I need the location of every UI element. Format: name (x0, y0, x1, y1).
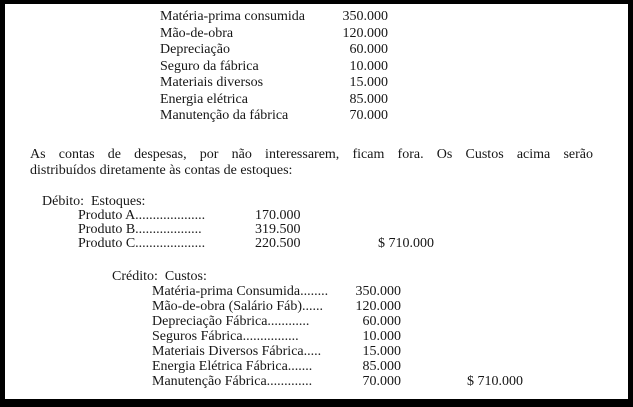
cost-value: 10.000 (349, 58, 388, 74)
cost-row (160, 59, 388, 76)
cost-value: 350.000 (342, 9, 388, 24)
cost-row (160, 92, 388, 109)
cost-value: 85.000 (349, 91, 388, 107)
cost-row (160, 9, 388, 26)
credit-label: Depreciação Fábrica............ (152, 314, 310, 329)
credit-row (112, 359, 602, 374)
credit-label: Seguros Fábrica................ (152, 329, 299, 344)
explanatory-paragraph (30, 147, 593, 179)
credit-row (112, 329, 602, 344)
cost-value: 15.000 (349, 75, 388, 90)
debit-value: 170.000 (255, 207, 301, 223)
cost-label: Materiais diversos (160, 75, 264, 90)
cost-label: Matéria-prima consumida (160, 9, 306, 24)
debit-row (42, 223, 502, 237)
debit-label: Produto B................... (78, 221, 202, 237)
debit-block (42, 195, 502, 251)
cost-label: Manutenção da fábrica (160, 108, 289, 123)
paragraph-line: As contas de despesas, por não interessarem, ficam fora. Os Custos acima serão (30, 147, 593, 162)
credit-row (112, 299, 602, 314)
credit-block (112, 269, 602, 389)
credit-row (112, 374, 602, 389)
debit-heading: Débito: Estoques: (42, 194, 146, 209)
debit-label: Produto C.................... (78, 235, 206, 251)
credit-value: 60.000 (362, 314, 401, 329)
debit-value: 319.500 (255, 221, 301, 237)
credit-label: Energia Elétrica Fábrica....... (152, 359, 313, 374)
credit-value: 10.000 (362, 329, 401, 344)
cost-value: 60.000 (349, 42, 388, 57)
credit-value: 70.000 (362, 374, 401, 389)
debit-label: Produto A.................... (78, 207, 206, 223)
cost-row (160, 42, 388, 59)
debit-value: 220.500 (255, 235, 301, 251)
cost-value: 120.000 (342, 25, 388, 41)
cost-label: Seguro da fábrica (160, 58, 259, 74)
credit-row (112, 314, 602, 329)
cost-label: Depreciação (160, 42, 230, 57)
debit-grand-total: $ 710.000 (378, 235, 434, 251)
credit-label: Materiais Diversos Fábrica..... (152, 344, 322, 359)
debit-row (42, 237, 502, 251)
debit-row (42, 209, 502, 223)
cost-label: Mão-de-obra (160, 25, 234, 41)
credit-row (112, 344, 602, 359)
cost-row (160, 75, 388, 92)
cost-row (160, 26, 388, 43)
credit-label: Matéria-prima Consumida........ (152, 284, 329, 299)
credit-grand-total: $ 710.000 (467, 374, 523, 389)
credit-value: 120.000 (355, 299, 401, 314)
cost-summary-list (160, 9, 388, 125)
cost-value: 70.000 (349, 108, 388, 123)
cost-label: Energia elétrica (160, 91, 248, 107)
credit-value: 15.000 (362, 344, 401, 359)
credit-value: 350.000 (355, 284, 401, 299)
credit-row (112, 284, 602, 299)
paragraph-line: distribuídos diretamente às contas de estoques: (30, 163, 293, 178)
credit-label: Manutenção Fábrica............. (152, 374, 313, 389)
cost-row (160, 108, 388, 125)
credit-label: Mão-de-obra (Salário Fáb)...... (152, 299, 324, 314)
credit-value: 85.000 (362, 359, 401, 374)
credit-heading: Crédito: Custos: (112, 269, 207, 284)
